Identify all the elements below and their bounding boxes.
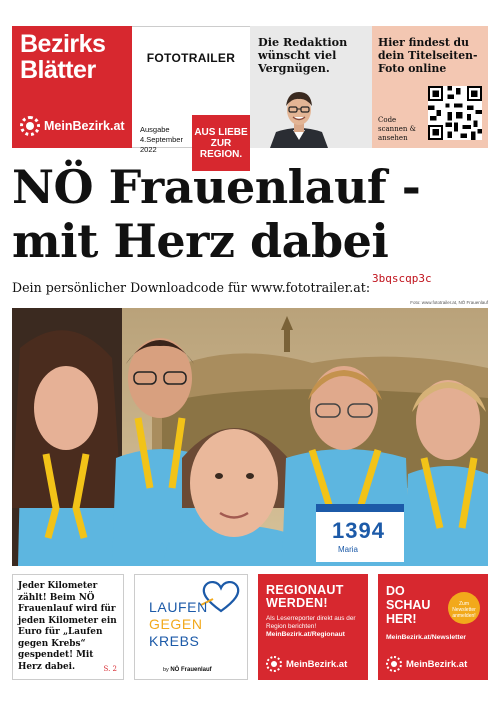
fototrailer-box	[132, 26, 250, 160]
scan-hint: Code scannen & ansehen	[378, 116, 416, 142]
regionaut-ad[interactable]	[258, 574, 368, 680]
fototrailer-label: FOTOTRAILER	[146, 51, 236, 65]
bezirksblaetter-logo[interactable]	[12, 26, 132, 148]
regionaut-url[interactable]: MeinBezirk.at/Regionaut	[266, 631, 345, 638]
download-instruction: Dein persönlicher Downloadcode für www.fototrailer.at:	[12, 280, 371, 295]
kilometer-teaser[interactable]	[12, 574, 124, 680]
newsletter-badge[interactable]: Zum Newsletter anmelden!	[448, 592, 480, 624]
issue-label: Ausgabe	[140, 125, 170, 134]
lgk-word-3: KREBS	[149, 633, 200, 649]
titelseite-text: Hier findest du dein Titelseiten-Foto online	[378, 36, 478, 75]
cover-photo	[12, 308, 488, 566]
kilometer-teaser-text: Jeder Kilometer zählt! Beim NÖ Frauenlauf wird für jeden Kilometer ein Euro für „Laufen gegen Krebs“ gespendet! Mit Herz dabei.	[18, 581, 117, 672]
meinbezirk-flower-icon	[266, 656, 282, 672]
meinbezirk-brand	[20, 116, 125, 136]
lgk-by: by	[163, 667, 169, 673]
slogan-badge: AUS LIEBE ZUR REGION.	[192, 115, 250, 171]
meinbezirk-brand	[266, 656, 347, 672]
lgk-byline	[163, 667, 212, 673]
titelseite-box	[372, 26, 488, 148]
editor-portrait	[266, 86, 332, 148]
lgk-word-2: GEGEN	[149, 616, 203, 632]
page-reference: S. 2	[103, 665, 117, 673]
qr-code[interactable]	[428, 86, 482, 140]
lgk-org: NÖ Frauenlauf	[170, 667, 212, 673]
redaktion-text: Die Redaktion wünscht viel Vergnügen.	[258, 35, 348, 75]
race-bib-number: 1394	[332, 518, 385, 543]
download-code[interactable]: 3bqscqp3c	[372, 272, 432, 285]
newsletter-heading: DO SCHAU HER!	[386, 584, 431, 626]
laufen-gegen-krebs-logo	[134, 574, 248, 680]
cover-photo-illustration	[12, 308, 488, 566]
meinbezirk-flower-icon	[20, 116, 40, 136]
redaktion-box	[250, 26, 372, 148]
page-headline: NÖ Frauenlauf - mit Herz dabei	[12, 160, 421, 268]
regionaut-text: Als Leserreporter direkt aus der Region berichten!	[266, 615, 356, 630]
issue-date-value: 4.September 2022	[140, 135, 183, 154]
brand-label: MeinBezirk.at	[286, 658, 348, 670]
brand-label: MeinBezirk.at	[44, 119, 125, 133]
lgk-word-1: LAUFEN	[149, 599, 208, 615]
issue-date	[140, 125, 188, 155]
photo-credit: Foto: www.fototrailer.at, NÖ Frauenlauf	[410, 300, 488, 305]
newsletter-ad[interactable]	[378, 574, 488, 680]
logo-word-1: Bezirks	[20, 30, 106, 58]
meinbezirk-flower-icon	[386, 656, 402, 672]
newsletter-url[interactable]: MeinBezirk.at/Newsletter	[386, 634, 467, 641]
logo-word-2: Blätter	[20, 56, 96, 84]
brand-label: MeinBezirk.at	[406, 658, 468, 670]
meinbezirk-brand	[386, 656, 467, 672]
race-bib-name: Maria	[338, 545, 359, 554]
regionaut-heading: REGIONAUT WERDEN!	[266, 583, 344, 610]
editor-portrait-illustration	[266, 86, 332, 148]
